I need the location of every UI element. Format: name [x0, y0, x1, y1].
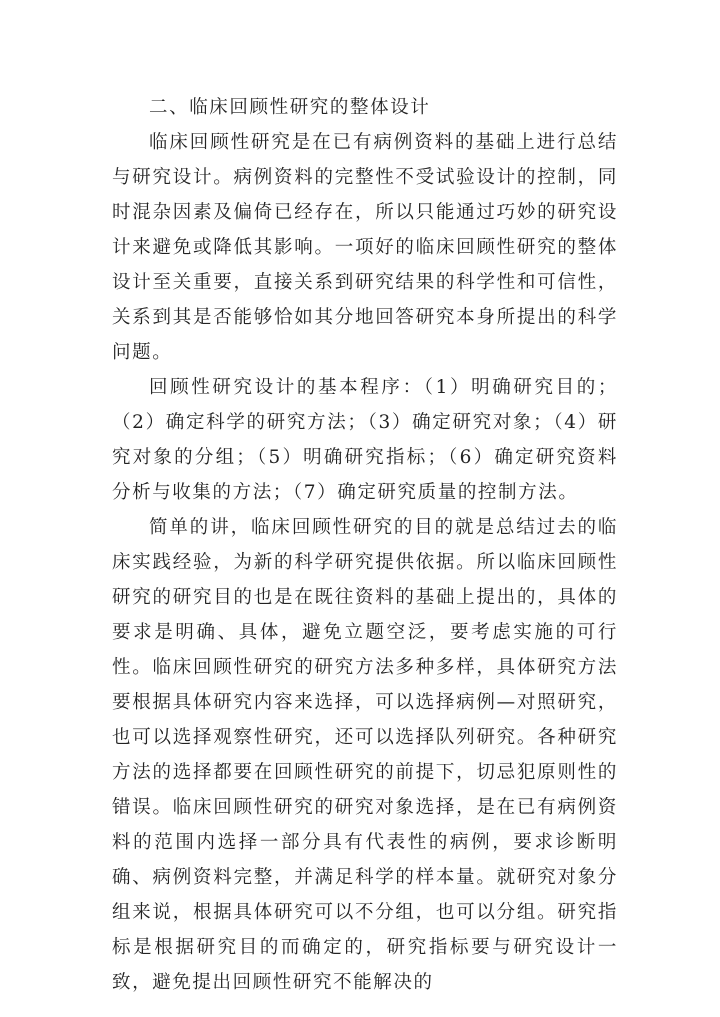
paragraph-details: 简单的讲，临床回顾性研究的目的就是总结过去的临床实践经验，为新的科学研究提供依据。所以临床回顾性研究的研究目的也是在既往资料的基础上提出的，具体的要求是明确、具体，避免立题空泛，要考虑实施的可行性。临床回顾性研究的研究方法多种多样，具体研究方法要根据具体研究内容来选择，可以选择病例—对照研究，也可以选择观察性研究，还可以选择队列研究。各种研究方法的选择都要在回顾性研究的前提下，切忌犯原则性的错误。临床回顾性研究的研究对象选择，是在已有病例资料的范围内选择一部分具有代表性的病例，要求诊断明确、病例资料完整，并满足科学的样本量。就研究对象分组来说，根据具体研究可以不分组，也可以分组。研究指标是根据研究目的而确定的，研究指标要与研究设计一致，避免提出回顾性研究不能解决的 [112, 517, 618, 993]
document-body [112, 90, 618, 1000]
paragraph-intro: 临床回顾性研究是在已有病例资料的基础上进行总结与研究设计。病例资料的完整性不受试验设计的控制，同时混杂因素及偏倚已经存在，所以只能通过巧妙的研究设计来避免或降低其影响。一项好的临床回顾性研究的整体设计至关重要，直接关系到研究结果的科学性和可信性，关系到其是否能够恰如其分地回答研究本身所提出的科学问题。 [112, 132, 618, 363]
section-heading: 二、临床回顾性研究的整体设计 [149, 97, 431, 118]
paragraph-procedure: 回顾性研究设计的基本程序：（1）明确研究目的；（2）确定科学的研究方法；（3）确定研究对象；（4）研究对象的分组；（5）明确研究指标；（6）确定研究资料分析与收集的方法；（7）确定研究质量的控制方法。 [112, 377, 618, 503]
